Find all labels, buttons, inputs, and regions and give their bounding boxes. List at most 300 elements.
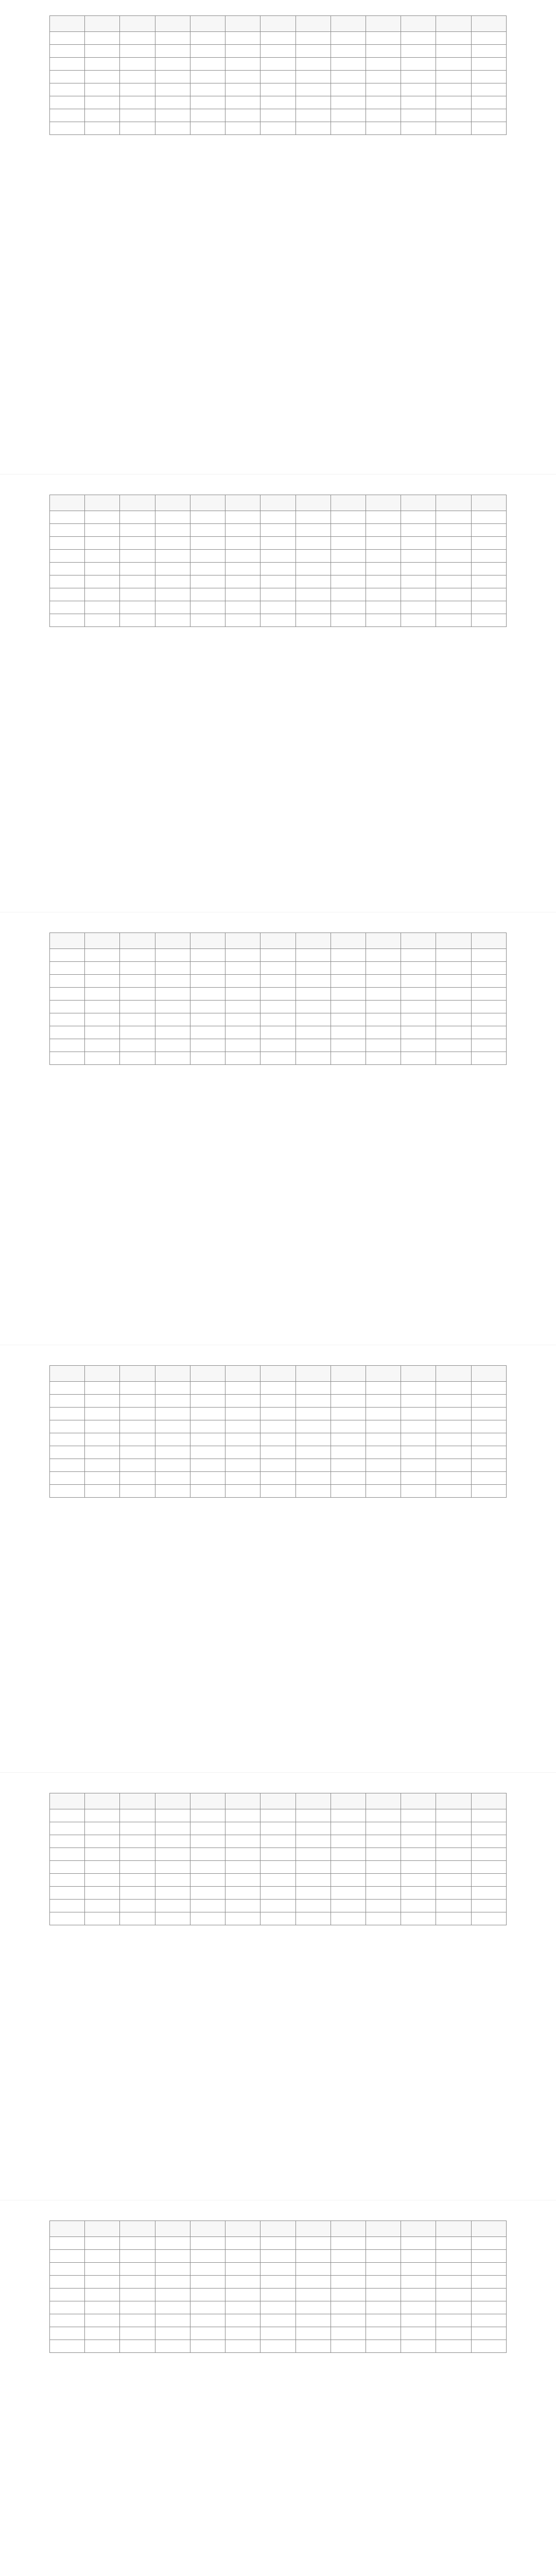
table-cell: [260, 1835, 296, 1848]
table-header-cell: [85, 495, 120, 511]
table-cell: [436, 1848, 471, 1861]
table-cell: [120, 575, 155, 588]
table-cell: [296, 2301, 331, 2314]
table-header-cell: [260, 933, 296, 949]
table-cell: [190, 1026, 225, 1039]
table-header-cell: [331, 2221, 366, 2237]
table-cell: [436, 2276, 471, 2289]
table-header-cell: [225, 16, 260, 32]
table-cell: [366, 1835, 401, 1848]
table-cell: [296, 575, 331, 588]
table-cell: [155, 1472, 190, 1485]
table-header-cell: [296, 933, 331, 949]
table-cell: [331, 2314, 366, 2327]
table-cell: [296, 524, 331, 537]
table-cell: [190, 1382, 225, 1395]
table-cell: [331, 1835, 366, 1848]
table-cell: [155, 1408, 190, 1420]
table-cell: [260, 1809, 296, 1822]
table-cell: [225, 45, 260, 58]
table-cell: [85, 2276, 120, 2289]
table-cell: [225, 1472, 260, 1485]
table-cell: [296, 949, 331, 962]
table-cell: [85, 1861, 120, 1874]
table-cell: [225, 2276, 260, 2289]
table-cell: [296, 962, 331, 975]
table-cell: [260, 1420, 296, 1433]
table-cell: [331, 96, 366, 109]
table-cell: [296, 1912, 331, 1925]
table-cell: [366, 2340, 401, 2353]
table-cell: [471, 1026, 506, 1039]
table-row: [50, 537, 507, 550]
table-row: [50, 58, 507, 71]
table-cell: [471, 962, 506, 975]
table-cell: [155, 1874, 190, 1887]
table-cell: [401, 1408, 436, 1420]
table-cell: [436, 1052, 471, 1065]
table-cell: [436, 2301, 471, 2314]
table-row: [50, 511, 507, 524]
table-cell: [296, 2250, 331, 2263]
data-table: [49, 495, 507, 627]
table-cell: [296, 563, 331, 575]
table-cell: [120, 83, 155, 96]
table-cell: [331, 1001, 366, 1013]
table-cell: [436, 2263, 471, 2276]
table-cell: [471, 537, 506, 550]
table-cell: [225, 1887, 260, 1900]
table-cell: [190, 1459, 225, 1472]
table-cell: [155, 2276, 190, 2289]
table-cell: [260, 2314, 296, 2327]
table-cell: [401, 2276, 436, 2289]
table-cell: [401, 537, 436, 550]
table-cell: [260, 32, 296, 45]
table-header-cell: [471, 1793, 506, 1809]
table-cell: [50, 1861, 85, 1874]
table-cell: [436, 1382, 471, 1395]
table-cell: [401, 975, 436, 988]
table-cell: [190, 1809, 225, 1822]
table-cell: [155, 1459, 190, 1472]
table-cell: [471, 2289, 506, 2301]
table-cell: [401, 1433, 436, 1446]
table-cell: [225, 537, 260, 550]
table-cell: [155, 1382, 190, 1395]
table-cell: [260, 1433, 296, 1446]
table-cell: [155, 563, 190, 575]
table-cell: [225, 975, 260, 988]
table-cell: [401, 962, 436, 975]
table-header-cell: [260, 1793, 296, 1809]
table-cell: [155, 550, 190, 563]
table-cell: [366, 58, 401, 71]
table-cell: [225, 2237, 260, 2250]
table-cell: [50, 1395, 85, 1408]
table-cell: [190, 1433, 225, 1446]
table-cell: [401, 2301, 436, 2314]
table-cell: [190, 537, 225, 550]
table-cell: [155, 58, 190, 71]
table-row: [50, 71, 507, 83]
table-cell: [260, 96, 296, 109]
table-cell: [225, 1912, 260, 1925]
table-cell: [155, 1485, 190, 1498]
table-cell: [155, 96, 190, 109]
table-cell: [50, 32, 85, 45]
table-cell: [260, 1912, 296, 1925]
table-page: [0, 15, 556, 350]
table-cell: [260, 83, 296, 96]
table-cell: [190, 1446, 225, 1459]
table-cell: [296, 2263, 331, 2276]
table-row: [50, 2327, 507, 2340]
table-cell: [50, 2237, 85, 2250]
table-cell: [190, 511, 225, 524]
table-cell: [331, 563, 366, 575]
table-cell: [120, 1395, 155, 1408]
table-header-cell: [190, 16, 225, 32]
table-cell: [296, 71, 331, 83]
table-cell: [225, 71, 260, 83]
table-cell: [260, 2340, 296, 2353]
table-cell: [296, 32, 331, 45]
table-cell: [260, 1861, 296, 1874]
table-cell: [85, 109, 120, 122]
table-cell: [366, 1395, 401, 1408]
table-cell: [331, 1472, 366, 1485]
table-header-cell: [190, 1366, 225, 1382]
table-cell: [331, 2289, 366, 2301]
table-cell: [190, 1408, 225, 1420]
table-cell: [85, 2263, 120, 2276]
table-cell: [471, 96, 506, 109]
table-row: [50, 524, 507, 537]
table-header-cell: [155, 1793, 190, 1809]
table-cell: [120, 1848, 155, 1861]
table-cell: [190, 601, 225, 614]
table-cell: [366, 524, 401, 537]
table-cell: [260, 1382, 296, 1395]
table-cell: [296, 1874, 331, 1887]
table-row: [50, 2314, 507, 2327]
table-cell: [260, 614, 296, 627]
table-cell: [436, 1900, 471, 1912]
table-cell: [366, 2250, 401, 2263]
table-cell: [436, 1835, 471, 1848]
table-header-cell: [50, 16, 85, 32]
table-cell: [85, 2314, 120, 2327]
table-row: [50, 601, 507, 614]
table-cell: [331, 601, 366, 614]
table-cell: [120, 550, 155, 563]
table-cell: [155, 109, 190, 122]
table-cell: [260, 511, 296, 524]
table-cell: [436, 1446, 471, 1459]
table-cell: [190, 1013, 225, 1026]
table-cell: [296, 601, 331, 614]
table-cell: [436, 83, 471, 96]
table-cell: [120, 58, 155, 71]
table-header-cell: [120, 2221, 155, 2237]
table-cell: [120, 563, 155, 575]
table-cell: [331, 1408, 366, 1420]
table-cell: [401, 96, 436, 109]
table-cell: [85, 2301, 120, 2314]
table-cell: [50, 1459, 85, 1472]
table-header-cell: [85, 16, 120, 32]
table-cell: [120, 2314, 155, 2327]
table-cell: [120, 537, 155, 550]
table-header-row: [50, 933, 507, 949]
table-cell: [401, 2289, 436, 2301]
table-cell: [366, 32, 401, 45]
table-cell: [436, 1485, 471, 1498]
table-cell: [366, 588, 401, 601]
table-cell: [155, 45, 190, 58]
table-page: [0, 1793, 556, 2107]
table-cell: [225, 2340, 260, 2353]
table-cell: [260, 949, 296, 962]
table-cell: [471, 949, 506, 962]
table-cell: [401, 988, 436, 1001]
table-row: [50, 2237, 507, 2250]
table-row: [50, 563, 507, 575]
table-cell: [471, 1485, 506, 1498]
table-cell: [85, 58, 120, 71]
table-cell: [190, 2237, 225, 2250]
table-cell: [401, 524, 436, 537]
table-cell: [50, 2263, 85, 2276]
table-cell: [436, 2237, 471, 2250]
table-cell: [120, 2237, 155, 2250]
table-cell: [366, 1822, 401, 1835]
table-cell: [366, 1382, 401, 1395]
table-row: [50, 1809, 507, 1822]
table-row: [50, 1013, 507, 1026]
table-cell: [50, 1013, 85, 1026]
table-cell: [120, 1887, 155, 1900]
table-header-cell: [366, 2221, 401, 2237]
table-wrapper: [49, 495, 507, 627]
table-cell: [331, 2301, 366, 2314]
table-cell: [260, 45, 296, 58]
table-cell: [85, 2250, 120, 2263]
table-cell: [296, 1848, 331, 1861]
table-cell: [401, 2263, 436, 2276]
table-cell: [120, 1052, 155, 1065]
table-cell: [190, 1848, 225, 1861]
table-cell: [331, 1459, 366, 1472]
table-cell: [225, 1485, 260, 1498]
table-cell: [225, 2314, 260, 2327]
table-header-cell: [120, 16, 155, 32]
table-cell: [296, 2237, 331, 2250]
table-cell: [471, 83, 506, 96]
table-cell: [296, 1420, 331, 1433]
table-cell: [331, 511, 366, 524]
table-cell: [50, 71, 85, 83]
table-cell: [50, 511, 85, 524]
table-cell: [401, 109, 436, 122]
table-cell: [366, 1848, 401, 1861]
table-cell: [85, 1900, 120, 1912]
table-cell: [85, 1420, 120, 1433]
table-cell: [366, 975, 401, 988]
table-cell: [471, 45, 506, 58]
table-cell: [155, 588, 190, 601]
table-cell: [225, 96, 260, 109]
table-cell: [190, 563, 225, 575]
table-cell: [225, 2301, 260, 2314]
table-cell: [85, 2340, 120, 2353]
table-cell: [50, 988, 85, 1001]
table-row: [50, 1382, 507, 1395]
table-row: [50, 2250, 507, 2263]
table-cell: [120, 975, 155, 988]
table-cell: [50, 1912, 85, 1925]
table-row: [50, 1433, 507, 1446]
table-cell: [331, 1874, 366, 1887]
table-header-cell: [401, 16, 436, 32]
table-cell: [366, 109, 401, 122]
table-cell: [260, 1874, 296, 1887]
table-cell: [50, 83, 85, 96]
table-cell: [331, 614, 366, 627]
table-cell: [155, 511, 190, 524]
table-cell: [296, 2276, 331, 2289]
table-cell: [401, 1861, 436, 1874]
table-cell: [401, 1835, 436, 1848]
table-header-cell: [296, 1793, 331, 1809]
table-cell: [120, 1874, 155, 1887]
table-cell: [366, 1039, 401, 1052]
table-cell: [331, 45, 366, 58]
table-cell: [120, 614, 155, 627]
table-cell: [260, 1848, 296, 1861]
table-cell: [85, 988, 120, 1001]
table-cell: [331, 122, 366, 135]
table-cell: [296, 122, 331, 135]
table-cell: [155, 1395, 190, 1408]
table-cell: [50, 601, 85, 614]
table-cell: [50, 1835, 85, 1848]
table-cell: [401, 1395, 436, 1408]
table-header-cell: [471, 16, 506, 32]
table-cell: [190, 2250, 225, 2263]
table-cell: [366, 2263, 401, 2276]
table-cell: [401, 1052, 436, 1065]
table-cell: [366, 1013, 401, 1026]
table-cell: [225, 1001, 260, 1013]
table-cell: [436, 601, 471, 614]
table-row: [50, 1485, 507, 1498]
table-cell: [260, 2276, 296, 2289]
table-header-cell: [155, 495, 190, 511]
table-cell: [260, 1485, 296, 1498]
table-cell: [225, 1052, 260, 1065]
table-cell: [225, 575, 260, 588]
table-header-cell: [260, 2221, 296, 2237]
table-cell: [120, 45, 155, 58]
table-cell: [190, 1052, 225, 1065]
table-cell: [50, 58, 85, 71]
table-cell: [85, 32, 120, 45]
table-cell: [50, 588, 85, 601]
table-cell: [260, 550, 296, 563]
table-cell: [260, 2289, 296, 2301]
table-cell: [85, 524, 120, 537]
table-cell: [296, 1446, 331, 1459]
table-cell: [85, 1408, 120, 1420]
table-cell: [225, 1861, 260, 1874]
table-cell: [366, 1900, 401, 1912]
table-cell: [331, 588, 366, 601]
table-header-cell: [471, 1366, 506, 1382]
table-cell: [436, 614, 471, 627]
table-cell: [155, 1039, 190, 1052]
table-header-cell: [471, 933, 506, 949]
table-cell: [401, 1887, 436, 1900]
table-cell: [225, 1459, 260, 1472]
table-cell: [331, 1861, 366, 1874]
table-cell: [50, 122, 85, 135]
table-cell: [155, 949, 190, 962]
table-cell: [331, 1026, 366, 1039]
table-row: [50, 1848, 507, 1861]
table-cell: [190, 2301, 225, 2314]
table-cell: [155, 988, 190, 1001]
table-header-cell: [155, 2221, 190, 2237]
table-header-cell: [401, 1366, 436, 1382]
table-cell: [366, 1433, 401, 1446]
table-cell: [471, 71, 506, 83]
table-cell: [155, 1026, 190, 1039]
table-cell: [120, 601, 155, 614]
table-cell: [85, 1013, 120, 1026]
table-cell: [260, 1013, 296, 1026]
table-cell: [225, 1874, 260, 1887]
table-cell: [155, 1001, 190, 1013]
table-cell: [366, 96, 401, 109]
table-cell: [225, 2250, 260, 2263]
table-cell: [120, 32, 155, 45]
table-cell: [155, 2237, 190, 2250]
table-cell: [260, 962, 296, 975]
table-cell: [331, 1052, 366, 1065]
table-wrapper: [49, 1793, 507, 1925]
table-cell: [120, 1861, 155, 1874]
data-table: [49, 933, 507, 1065]
table-cell: [50, 1039, 85, 1052]
table-cell: [366, 1001, 401, 1013]
table-cell: [436, 1809, 471, 1822]
table-cell: [50, 1809, 85, 1822]
table-header-cell: [260, 495, 296, 511]
table-cell: [331, 1887, 366, 1900]
table-cell: [85, 1052, 120, 1065]
table-cell: [190, 949, 225, 962]
table-cell: [471, 32, 506, 45]
table-cell: [401, 588, 436, 601]
table-header-cell: [331, 16, 366, 32]
table-row: [50, 83, 507, 96]
table-cell: [436, 524, 471, 537]
table-cell: [155, 575, 190, 588]
table-cell: [85, 563, 120, 575]
table-cell: [225, 588, 260, 601]
